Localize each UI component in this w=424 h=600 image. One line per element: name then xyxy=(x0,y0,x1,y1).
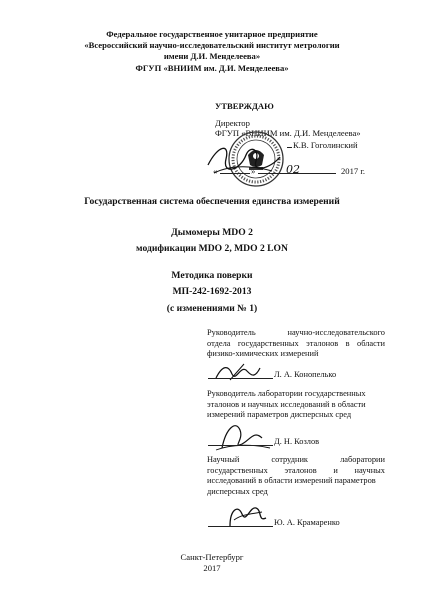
signatory-2-signature xyxy=(212,418,272,454)
signatory-3-line-1: Научный сотрудник лаборатории xyxy=(207,455,385,464)
signatory-2-line-2: эталонов и научных исследований в области xyxy=(207,399,366,409)
signatory-3-line-4: дисперсных сред xyxy=(207,486,268,496)
signatory-1-line-1: Руководитель научно-исследовательского xyxy=(207,328,385,337)
header-line-2: «Всероссийский научно-исследовательский институт метрологии xyxy=(84,40,340,50)
signatory-1-name: Л. А. Конопелько xyxy=(274,370,337,379)
director-name: К.В. Гоголинский xyxy=(293,140,358,150)
signatory-2-line-3: измерений параметров дисперсных сред xyxy=(207,410,352,420)
approval-year: 2017 г. xyxy=(341,166,366,176)
product-modifications: модификации MDO 2, MDO 2 LON xyxy=(136,243,288,254)
header-line-1: Федеральное государственное унитарное предприятие xyxy=(106,29,318,39)
signatory-3-line-2: государственных эталонов и научных xyxy=(207,465,385,475)
signatory-1-signature xyxy=(210,360,270,386)
signatory-2-name: Д. Н. Козлов xyxy=(274,437,320,446)
approval-position: Директор xyxy=(215,118,250,128)
signatory-2-position xyxy=(207,389,385,421)
director-sign-line xyxy=(287,147,292,148)
signatory-3-sign-line xyxy=(208,526,273,527)
footer-year: 2017 xyxy=(203,563,221,573)
director-signature xyxy=(200,135,290,185)
signatory-3-position xyxy=(207,455,385,497)
signatory-1-position xyxy=(207,328,385,360)
signatory-2-line-1: Руководитель лаборатории государственных xyxy=(207,389,366,398)
system-title: Государственная система обеспечения единства измерений xyxy=(84,196,340,207)
signatory-1-line-3: физико-химических измерений xyxy=(207,349,319,359)
signatory-1-line-2: отдела государственных эталонов в области xyxy=(207,338,385,348)
date-quote-close: » xyxy=(251,166,256,176)
signatory-3-signature xyxy=(222,500,272,534)
signatory-3-name: Ю. А. Крамаренко xyxy=(274,518,340,527)
signatory-3-line-3: исследований в области измерений параметров xyxy=(207,476,376,486)
method-title: Методика поверки xyxy=(171,270,253,281)
date-quote-open: « xyxy=(213,166,218,176)
approval-title: УТВЕРЖДАЮ xyxy=(215,101,274,111)
date-day-handwritten: 02 xyxy=(286,163,300,176)
method-changes: (с изменениями № 1) xyxy=(166,303,258,314)
method-code: МП-242-1692-2013 xyxy=(172,286,252,297)
header-line-3: имени Д.И. Менделеева» xyxy=(163,51,261,61)
signatory-1-sign-line xyxy=(208,378,273,379)
product-title: Дымомеры MDO 2 xyxy=(171,227,253,238)
header-line-4: ФГУП «ВНИИМ им. Д.И. Менделеева» xyxy=(135,63,289,73)
date-day-line xyxy=(220,173,250,174)
footer-city: Санкт-Петербург xyxy=(180,552,244,562)
approval-organization: ФГУП «ВНИИМ им. Д.И. Менделеева» xyxy=(215,128,361,138)
signatory-2-sign-line xyxy=(208,445,273,446)
